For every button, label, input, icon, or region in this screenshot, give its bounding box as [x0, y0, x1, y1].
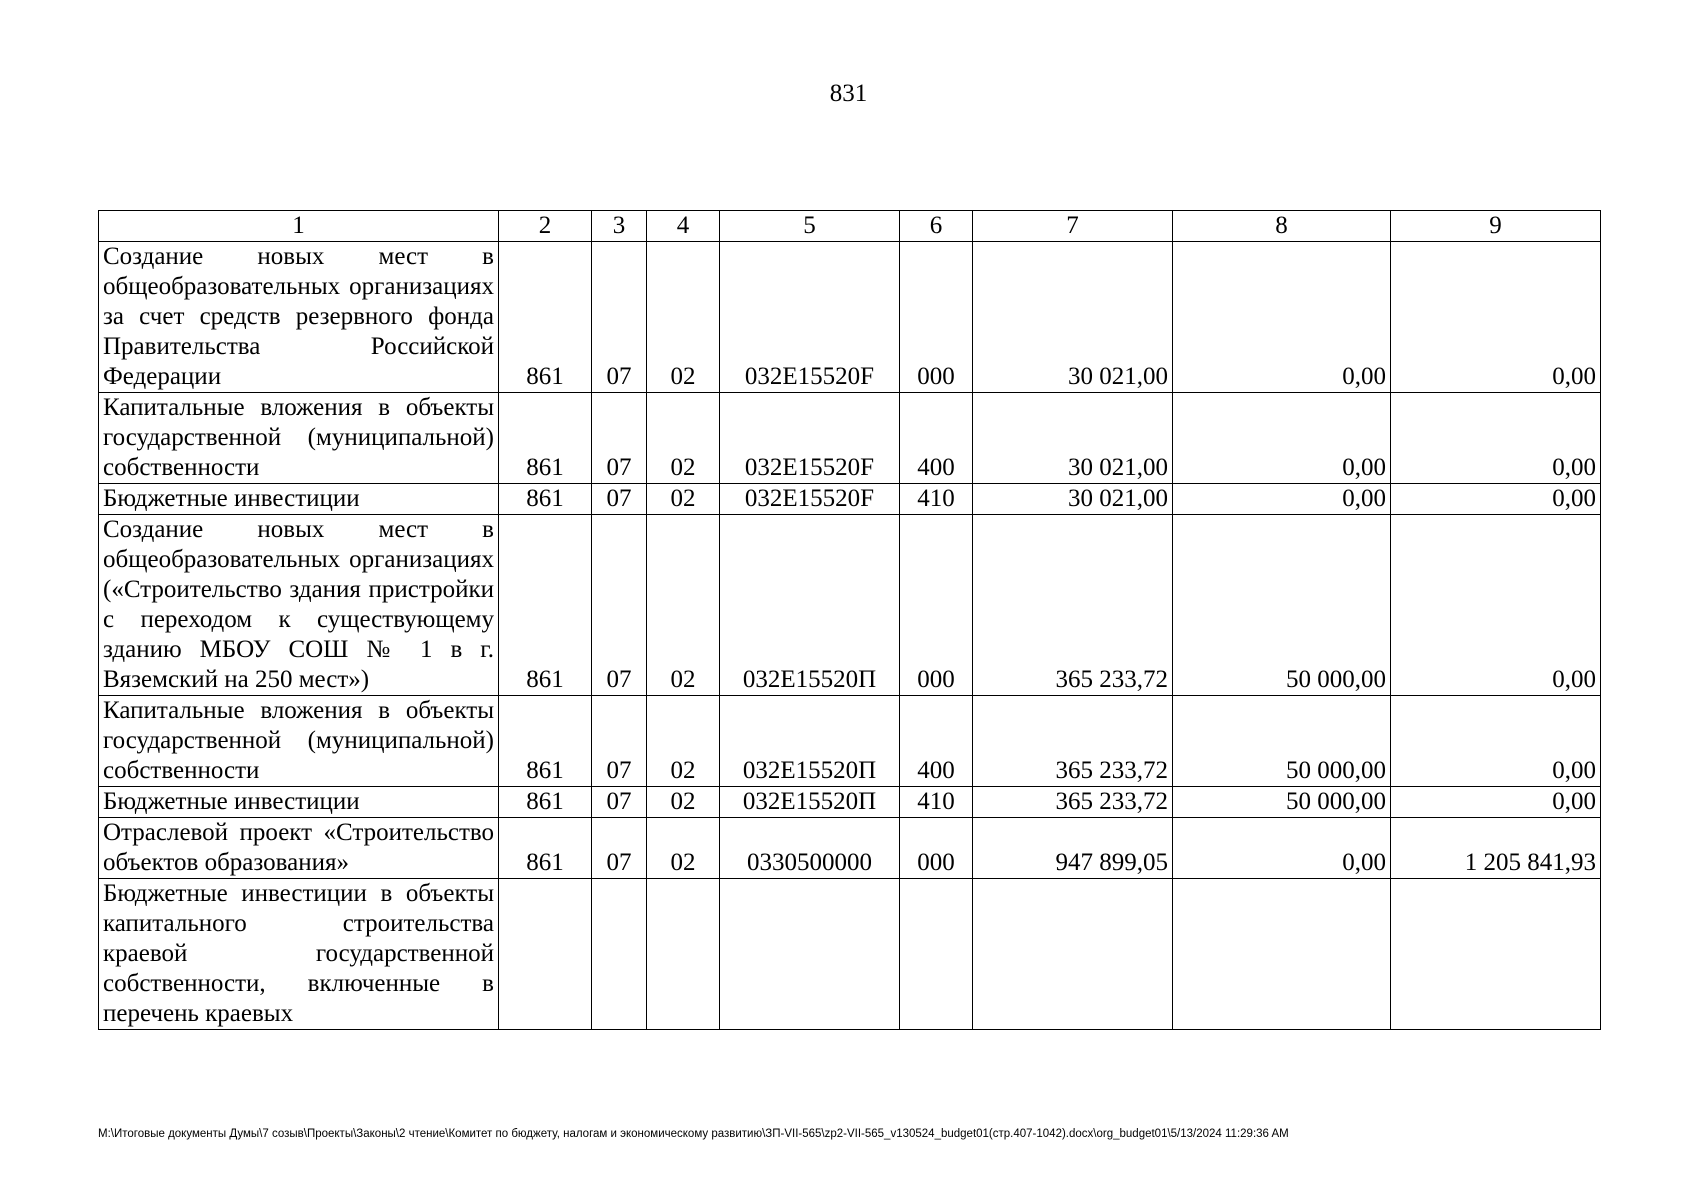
table-row — [99, 393, 1601, 484]
header-col-6: 6 — [900, 211, 973, 242]
cell-col4: 02 — [647, 484, 720, 515]
row-description — [99, 879, 499, 1030]
cell-col3: 07 — [592, 484, 647, 515]
cell-col2: 861 — [499, 484, 592, 515]
table-row — [99, 787, 1601, 818]
truncated-description-text: Бюджетные инвестиции в объекты капитального строительства краевой государственной собственности, включенные в перечень краевых — [103, 880, 494, 1027]
header-row — [99, 211, 1601, 242]
header-col-7: 7 — [973, 211, 1173, 242]
cell-col4: 02 — [647, 242, 720, 393]
page-number: 831 — [829, 80, 868, 107]
table-row — [99, 515, 1601, 696]
row-description: Капитальные вложения в объекты государственной (муниципальной) собственности — [99, 393, 499, 484]
cell-col7: 365 233,72 — [973, 696, 1173, 787]
table-row — [99, 484, 1601, 515]
row-description: Бюджетные инвестиции — [99, 787, 499, 818]
table-row — [99, 696, 1601, 787]
header-col-2: 2 — [499, 211, 592, 242]
cell-col6: 410 — [900, 787, 973, 818]
cell-col7: 30 021,00 — [973, 242, 1173, 393]
header-col-9: 9 — [1391, 211, 1601, 242]
cell-col9: 0,00 — [1391, 787, 1601, 818]
cell-col8: 0,00 — [1173, 242, 1391, 393]
cell-col3: 07 — [592, 696, 647, 787]
empty-cell — [647, 879, 720, 1030]
cell-col4: 02 — [647, 787, 720, 818]
cell-col7: 365 233,72 — [973, 515, 1173, 696]
footer-file-path: M:\Итоговые документы Думы\7 созыв\Проекты\Законы\2 чтение\Комитет по бюджету, налогам и экономическому развитию\ЗП-VII-565\zp2-VII-565_v130524_budget01(стр.407-1042).docx\org_budget01\5/13/2024 11:29:36 AM — [98, 1128, 1289, 1140]
cell-col5: 032E15520F — [720, 242, 900, 393]
cell-col7: 365 233,72 — [973, 787, 1173, 818]
empty-cell — [973, 879, 1173, 1030]
cell-col7: 947 899,05 — [973, 818, 1173, 879]
cell-col6: 000 — [900, 818, 973, 879]
table-row — [99, 818, 1601, 879]
cell-col9: 0,00 — [1391, 696, 1601, 787]
cell-col2: 861 — [499, 696, 592, 787]
empty-cell — [720, 879, 900, 1030]
cell-col5: 032E15520F — [720, 484, 900, 515]
cell-col6: 410 — [900, 484, 973, 515]
row-description: Бюджетные инвестиции — [99, 484, 499, 515]
budget-table — [98, 210, 1601, 1030]
cell-col7: 30 021,00 — [973, 393, 1173, 484]
cell-col2: 861 — [499, 242, 592, 393]
cell-col9: 0,00 — [1391, 242, 1601, 393]
cell-col8: 50 000,00 — [1173, 787, 1391, 818]
table-row-truncated — [99, 879, 1601, 1030]
cell-col6: 400 — [900, 393, 973, 484]
cell-col6: 000 — [900, 515, 973, 696]
cell-col4: 02 — [647, 696, 720, 787]
cell-col6: 400 — [900, 696, 973, 787]
cell-col9: 0,00 — [1391, 393, 1601, 484]
cell-col9: 1 205 841,93 — [1391, 818, 1601, 879]
table-row — [99, 242, 1601, 393]
empty-cell — [1391, 879, 1601, 1030]
cell-col3: 07 — [592, 515, 647, 696]
header-col-5: 5 — [720, 211, 900, 242]
empty-cell — [499, 879, 592, 1030]
cell-col8: 0,00 — [1173, 818, 1391, 879]
empty-cell — [900, 879, 973, 1030]
row-description: Отраслевой проект «Строительство объектов образования» — [99, 818, 499, 879]
cell-col4: 02 — [647, 818, 720, 879]
cell-col8: 50 000,00 — [1173, 696, 1391, 787]
cell-col4: 02 — [647, 515, 720, 696]
cell-col9: 0,00 — [1391, 484, 1601, 515]
cell-col2: 861 — [499, 393, 592, 484]
empty-cell — [1173, 879, 1391, 1030]
cell-col9: 0,00 — [1391, 515, 1601, 696]
cell-col5: 032E15520П — [720, 515, 900, 696]
cell-col8: 0,00 — [1173, 484, 1391, 515]
header-col-3: 3 — [592, 211, 647, 242]
header-col-4: 4 — [647, 211, 720, 242]
cell-col5: 032E15520П — [720, 787, 900, 818]
cell-col3: 07 — [592, 787, 647, 818]
header-col-1: 1 — [99, 211, 499, 242]
row-description: Капитальные вложения в объекты государственной (муниципальной) собственности — [99, 696, 499, 787]
cell-col7: 30 021,00 — [973, 484, 1173, 515]
cell-col8: 0,00 — [1173, 393, 1391, 484]
row-description: Создание новых мест в общеобразовательных организациях за счет средств резервного фонда Правительства Российской Федерации — [99, 242, 499, 393]
cell-col3: 07 — [592, 393, 647, 484]
cell-col6: 000 — [900, 242, 973, 393]
cell-col3: 07 — [592, 818, 647, 879]
cell-col2: 861 — [499, 787, 592, 818]
row-description: Создание новых мест в общеобразовательных организациях («Строительство здания пристройки с переходом к существующему зданию МБОУ СОШ № 1 в г. Вяземский на 250 мест») — [99, 515, 499, 696]
cell-col8: 50 000,00 — [1173, 515, 1391, 696]
cell-col4: 02 — [647, 393, 720, 484]
cell-col2: 861 — [499, 515, 592, 696]
cell-col3: 07 — [592, 242, 647, 393]
empty-cell — [592, 879, 647, 1030]
cell-col5: 032E15520F — [720, 393, 900, 484]
cell-col2: 861 — [499, 818, 592, 879]
header-col-8: 8 — [1173, 211, 1391, 242]
cell-col5: 032E15520П — [720, 696, 900, 787]
cell-col5: 0330500000 — [720, 818, 900, 879]
